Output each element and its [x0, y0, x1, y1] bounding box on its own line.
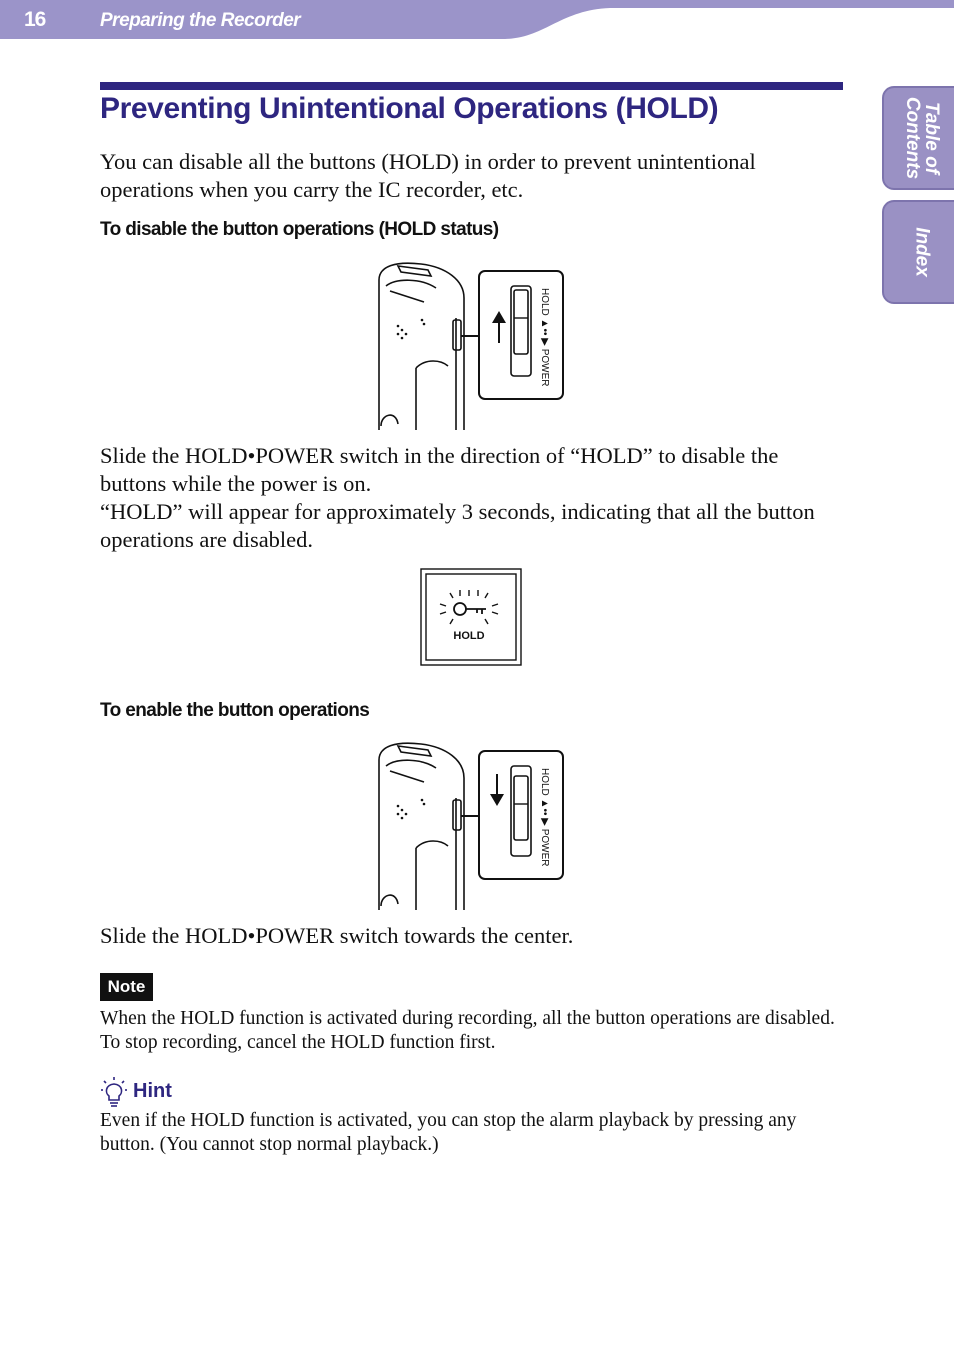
enable-instruction: Slide the HOLD•POWER switch towards the center.: [100, 923, 574, 948]
hint-label: Hint: [133, 1080, 172, 1102]
disable-instruction-1: Slide the HOLD•POWER switch in the direction of “HOLD” to disable the buttons while the power is on.: [100, 443, 779, 496]
intro-text: You can disable all the buttons (HOLD) in order to prevent unintentional operations when you carry the IC recorder, etc.: [100, 149, 756, 202]
switch-label: HOLD ▲•• ▶ POWER: [539, 288, 550, 387]
hint-text: Even if the HOLD function is activated, you can stop the alarm playback by pressing any button. (You cannot stop normal playback.): [100, 1110, 797, 1155]
index-tab-label: Index: [911, 227, 933, 277]
note-text: When the HOLD function is activated during recording, all the button operations are disabled. To stop recording, cancel the HOLD function first.: [100, 1008, 835, 1053]
enable-heading: To enable the button operations: [100, 700, 370, 721]
title-rule: [100, 82, 843, 90]
lightbulb-icon: [100, 1076, 128, 1108]
recorder-hold-illustration: [376, 258, 568, 430]
table-of-contents-tab-label: Table of Contents: [902, 96, 942, 180]
index-tab[interactable]: [882, 200, 954, 304]
disable-instruction-2: “HOLD” will appear for approximately 3 seconds, indicating that all the button operations are disabled.: [100, 499, 815, 552]
switch-label: HOLD ▲•• ▶ POWER: [539, 768, 550, 867]
note-badge: Note: [100, 973, 153, 1001]
page-title: Preventing Unintentional Operations (HOLD): [100, 92, 719, 125]
hint-heading: [100, 1076, 172, 1108]
section-name: Preparing the Recorder: [100, 10, 301, 31]
hold-display-label: HOLD: [453, 630, 485, 642]
table-of-contents-tab[interactable]: [882, 86, 954, 190]
hold-display-illustration: [420, 568, 524, 668]
recorder-release-illustration: [376, 738, 568, 910]
page-number: 16: [24, 8, 46, 31]
disable-heading: To disable the button operations (HOLD status): [100, 219, 499, 240]
